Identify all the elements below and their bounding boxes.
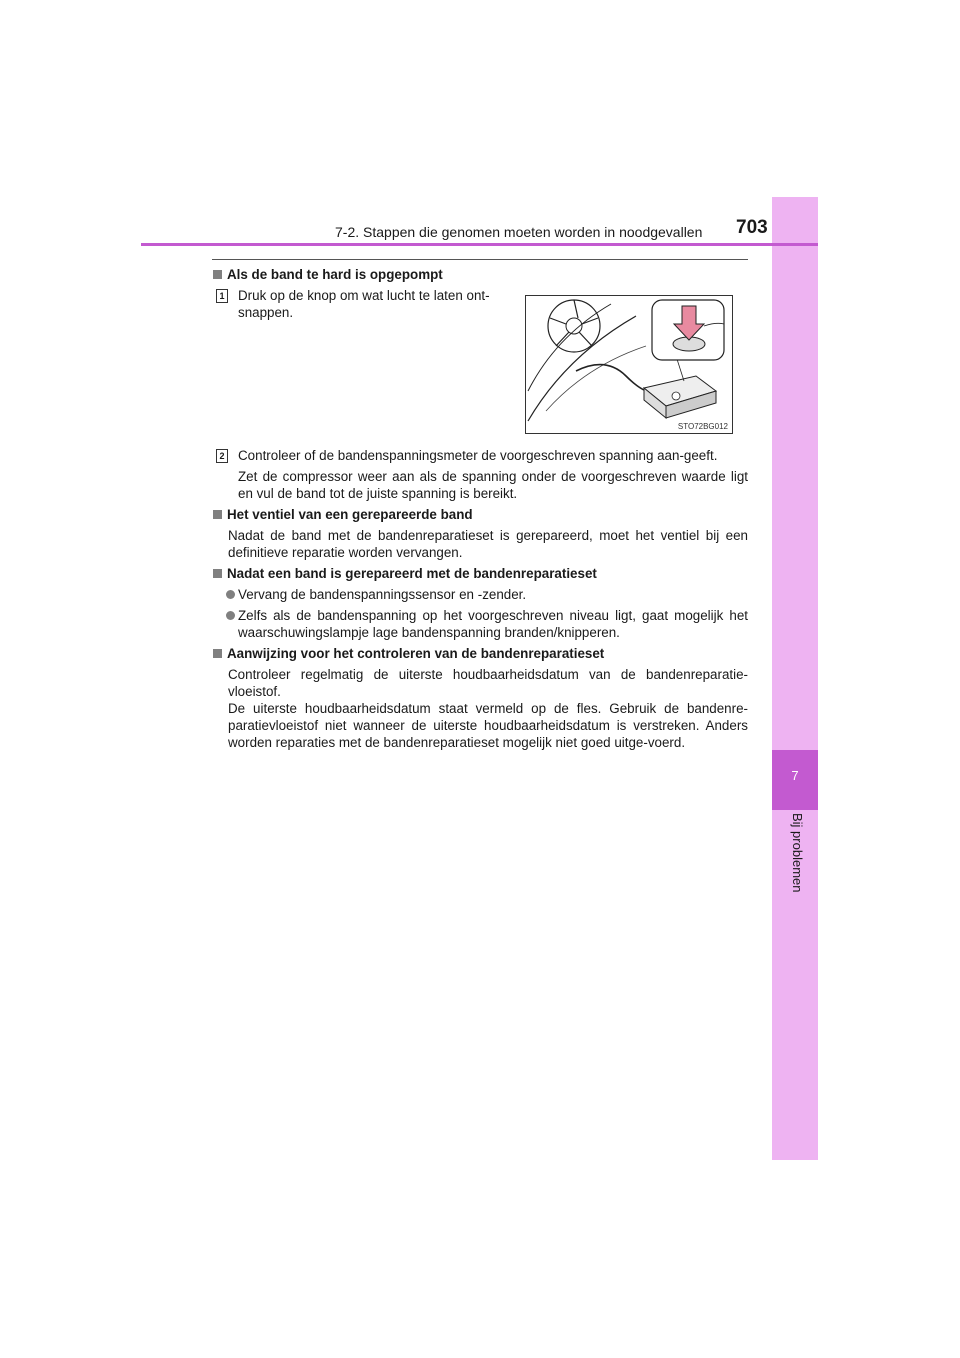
tire-compressor-illustration [525,295,733,434]
section-heading-after-repair: Nadat een band is gerepareerd met de bandenreparatieset [212,565,748,582]
square-bullet-icon [213,649,222,658]
chapter-side-tab [772,197,818,1160]
step-2-text: Controleer of de bandenspanningsmeter de voorgeschreven spanning aan-geeft. [238,448,718,463]
square-bullet-icon [213,569,222,578]
figure-code: STO72BG012 [677,422,728,431]
square-bullet-icon [213,270,222,279]
compressor-icon [526,296,732,433]
section-heading-check-kit: Aanwijzing voor het controleren van de bandenreparatieset [212,645,748,662]
section-rule [212,259,748,260]
step-1 [212,287,508,321]
header-divider [141,243,818,246]
step-number-box: 1 [216,289,228,303]
section-heading-valve: Het ventiel van een gerepareerde band [212,506,748,523]
header-title: 7-2. Stappen die genomen moeten worden in noodgevallen [335,224,703,240]
step-number-box: 2 [216,449,228,463]
round-bullet-icon [226,611,235,620]
check-kit-text-2: De uiterste houdbaarheidsdatum staat vermeld op de fles. Gebruik de bandenre-paratievloeistof niet wanneer de uiterste houdbaarheidsdatum is verstreken. Anders worden reparaties met de bandenreparatieset mogelijk niet goed uitge-voerd. [228,701,748,750]
step-2-note: Zet de compressor weer aan als de spanning onder de voorgeschreven waarde ligt en vul de band tot de juiste spanning is bereikt. [238,469,748,501]
step-2 [212,447,748,464]
page-number: 703 [736,217,768,238]
check-kit-text-1: Controleer regelmatig de uiterste houdbaarheidsdatum van de bandenreparatie-vloeistof. [228,667,748,699]
list-item: Zelfs als de bandenspanning op het voorgeschreven niveau ligt, gaat mogelijk het waarschuwingslampje lage bandenspanning branden/knipperen. [212,607,748,641]
section-heading-overinflated: Als de band te hard is opgepompt [212,266,748,283]
round-bullet-icon [226,590,235,599]
valve-text: Nadat de band met de bandenreparatieset is gerepareerd, moet het ventiel bij een definitieve reparatie worden vervangen. [228,528,748,560]
step-1-text: Druk op de knop om wat lucht te laten ont-snappen. [238,288,490,320]
square-bullet-icon [213,510,222,519]
chapter-label: Bij problemen [790,813,805,893]
list-item: Vervang de bandenspanningssensor en -zender. [212,586,748,603]
chapter-number: 7 [791,768,799,783]
